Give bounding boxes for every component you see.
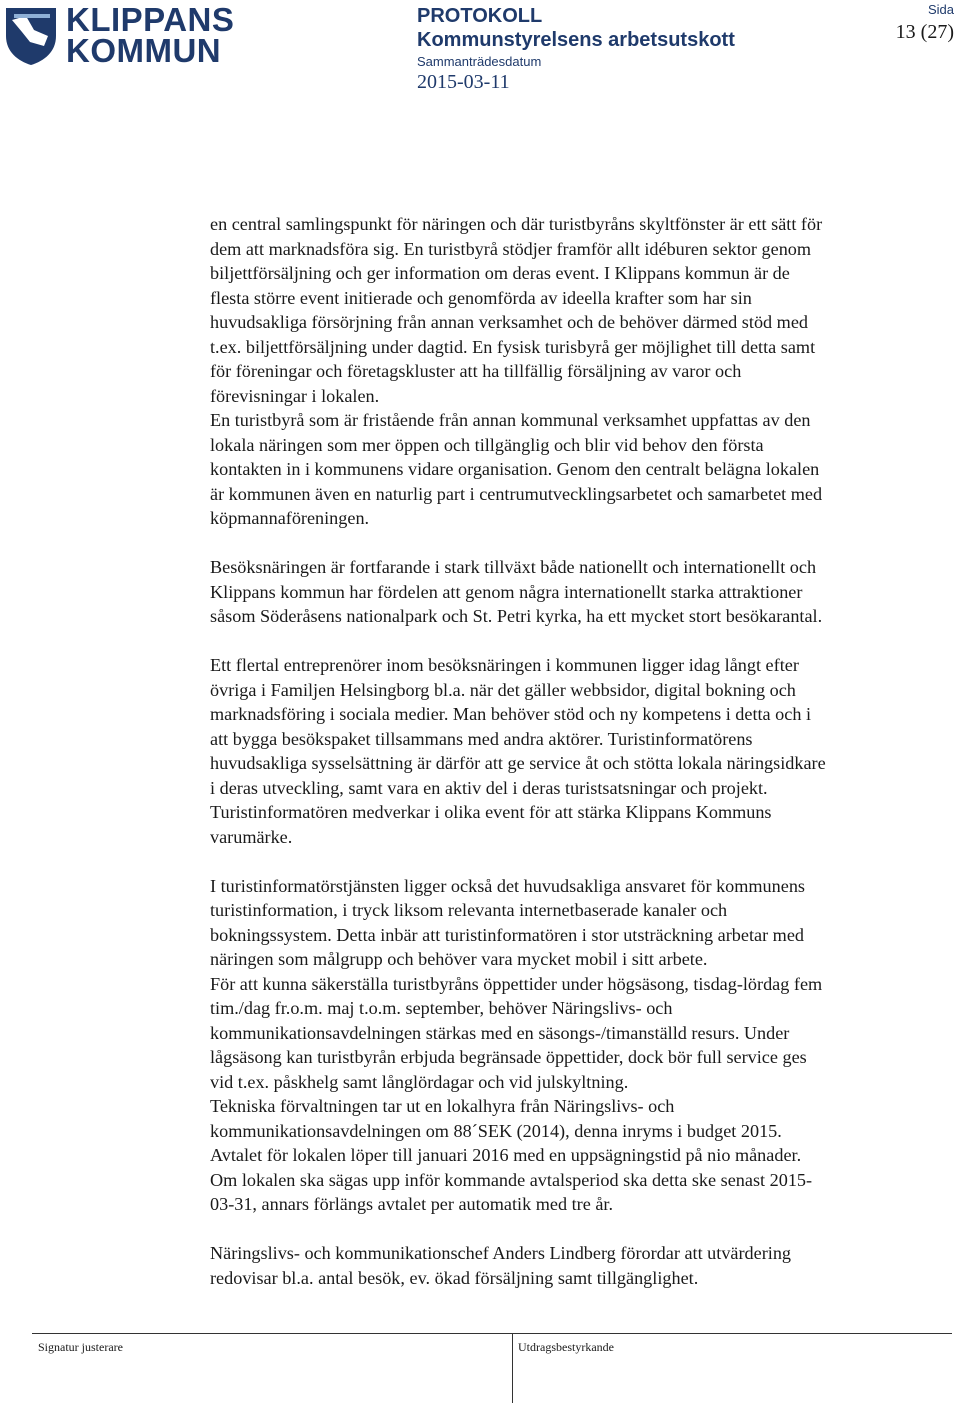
extract-certification-label: Utdragsbestyrkande [518, 1340, 614, 1354]
page-indicator [896, 2, 954, 43]
document-type: PROTOKOLL [417, 5, 543, 27]
document-body [210, 212, 934, 1290]
paragraph-5: Näringslivs- och kommunikationschef Anders Lindberg förordar att utvärdering redovisar bl.a. antal besök, ev. ökad försäljning samt tillgänglighet. [210, 1243, 792, 1288]
document-header [417, 4, 837, 94]
logo-wordmark [66, 1, 235, 69]
coat-of-arms-icon [4, 6, 58, 66]
meeting-date-value: 2015-03-11 [417, 71, 510, 93]
page-label: Sida [927, 2, 954, 17]
page-number: 13 (27) [895, 21, 954, 43]
logo-line-1: KLIPPANS [66, 1, 235, 38]
municipality-logo [4, 1, 235, 69]
committee-name: Kommunstyrelsens arbetsutskott [417, 29, 735, 51]
paragraph-4: I turistinformatörstjänsten ligger också det huvudsakliga ansvaret för kommunens turistinformation, i tryck liksom relevanta internetbaserade kanaler och bokningssystem. Detta inbär att turistinformatören i stor utsträckning arbetar med näringen som målgrupp och behöver vara mycket mobil i sitt arbete. För att kunna säkerställa turistbyråns öppettider under högsäsong, tisdag-lördag fem tim./dag fr.o.m. maj t.o.m. september, behöver Näringslivs- och kommunikationsavdelningen stärkas med en säsongs-/timanställd resurs. Under lågsäsong kan turistbyrån erbjuda begränsade öppettider, dock bör full service ges vid t.ex. påskhelg samt långlördagar och vid julskyltning. Tekniska förvaltningen tar ut en lokalhyra från Näringslivs- och kommunikationsavdelningen om 88´SEK (2014), denna inryms i budget 2015. Avtalet för lokalen löper till januari 2016 med en uppsägningstid på nio månader. Om lokalen ska sägas upp inför kommande avtalsperiod ska detta ske senast 2015- 03-31, annars förlängs avtalet per automatik med tre år. [210, 875, 823, 1214]
footer-rule [32, 1333, 952, 1334]
paragraph-3: Ett flertal entreprenörer inom besöksnäringen i kommunen ligger idag långt efter övriga i Familjen Helsingborg bl.a. när det gäller webbsidor, digital bokning och marknadsföring i sociala medier. Man behöver stöd och ny kompetens i detta och i att bygga besökspaket tillsammans med andra aktörer. Turistinformatörens huvudsakliga sysselsättning är därför att ge service åt och stötta lokala näringsidkare i deras utveckling, samt vara en aktiv del i deras turistsatsningar och projekt. Turistinformatören medverkar i olika event för att stärka Klippans Kommuns varumärke. [210, 655, 826, 847]
meeting-date-label: Sammanträdesdatum [417, 54, 542, 69]
footer-divider [512, 1333, 513, 1403]
logo-line-2: KOMMUN [66, 32, 222, 69]
paragraph-1: en central samlingspunkt för näringen och där turistbyråns skyltfönster är ett sätt för dem att marknadsföra sig. En turistbyrå stödjer framför allt idéburen sektor genom biljettförsäljning och ger information om deras event. I Klippans kommun är de flesta större event initierade och genomförda av ideella krafter som har sin huvudsakliga försörjning från annan verksamhet och de behöver därmed stöd med t.ex. biljettförsäljning under dagtid. En fysisk turisbyrå ger möjlighet till detta samt för föreningar och företagskluster att ha tillfällig försäljning av varor och förevisningar i lokalen. En turistbyrå som är fristående från annan kommunal verksamhet uppfattas av den lokala näringen som mer öppen och tillgänglig och blir vid behov den första kontakten in i kommunens vidare organisation. Genom den centralt belägna lokalen är kommunen även en naturlig part i centrumutvecklingsarbetet och samarbetet med köpmannaföreningen. [210, 214, 823, 528]
signature-label: Signatur justerare [38, 1340, 123, 1354]
paragraph-2: Besöksnäringen är fortfarande i stark tillväxt både nationellt och internationellt och Klippans kommun har fördelen att genom några internationellt starka attraktioner såsom Söderåsens nationalpark och St. Petri kyrka, ha ett mycket stort besökarantal. [210, 557, 823, 626]
